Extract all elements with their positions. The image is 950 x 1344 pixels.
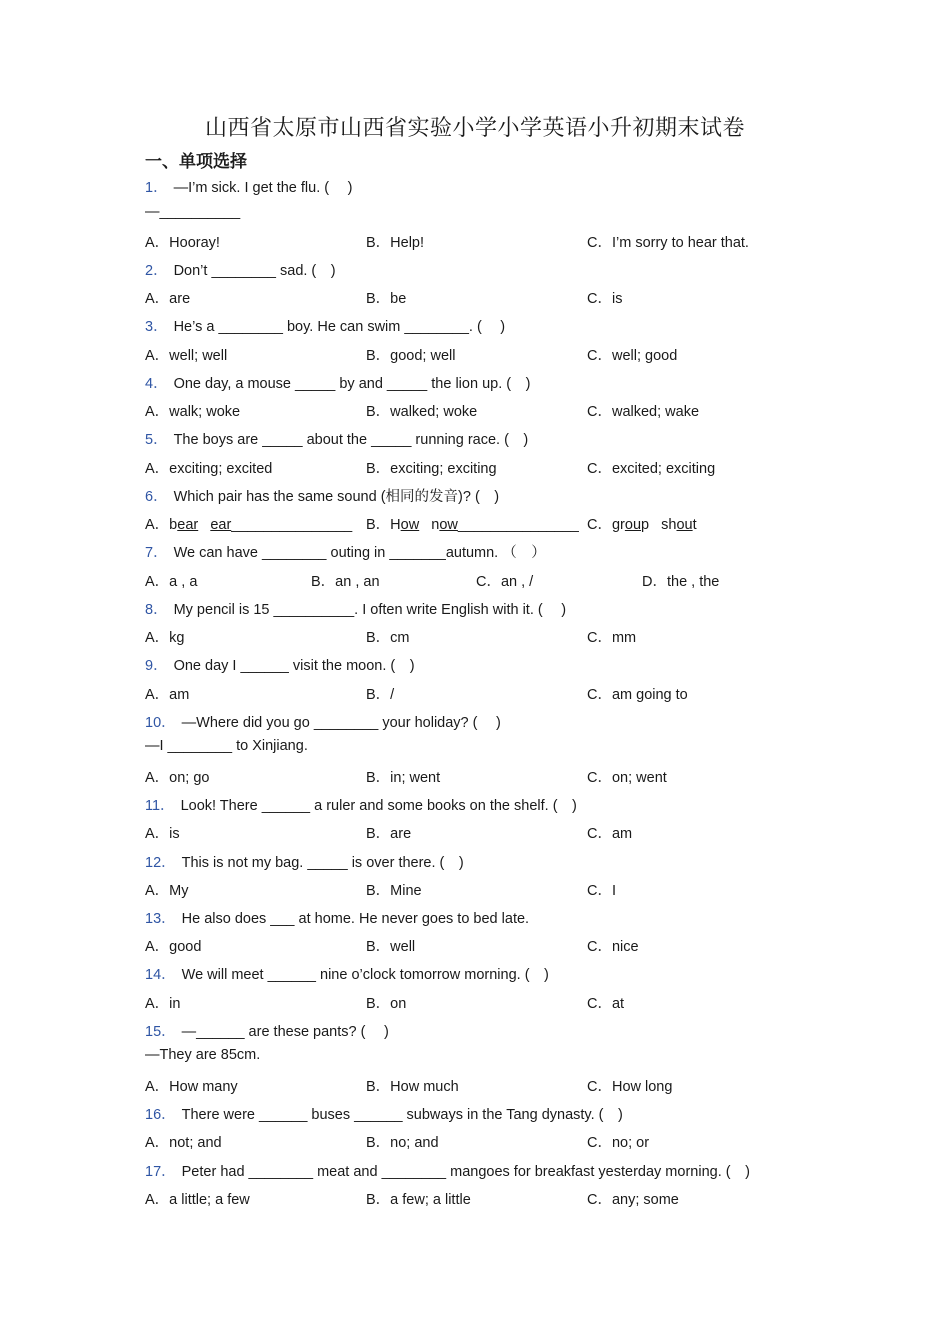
q8-option-c[interactable]: C．mm xyxy=(587,630,637,646)
q17-option-a[interactable]: A．a little; a few xyxy=(145,1192,250,1208)
q2-option-b[interactable]: B．be xyxy=(366,291,407,307)
q10-option-c[interactable]: C．on; went xyxy=(587,770,667,786)
question-16: 16． There were ______ buses ______ subways in the Tang dynasty. ( ) xyxy=(145,1107,623,1123)
q10-option-a[interactable]: A．on; go xyxy=(145,770,210,786)
question-5: 5． The boys are _____ about the _____ running race. ( ) xyxy=(145,432,529,448)
q13-option-c[interactable]: C．nice xyxy=(587,939,639,955)
q11-option-a[interactable]: A．is xyxy=(145,826,180,842)
q2-option-a[interactable]: A．are xyxy=(145,291,191,307)
q1-option-a[interactable]: A．Hooray! xyxy=(145,235,220,251)
q7-option-c[interactable]: C．an , / xyxy=(476,574,534,590)
q5-option-c[interactable]: C．excited; exciting xyxy=(587,461,716,477)
q2-option-c[interactable]: C．is xyxy=(587,291,623,307)
q14-option-c[interactable]: C．at xyxy=(587,996,625,1012)
q12-option-b[interactable]: B．Mine xyxy=(366,883,422,899)
q13-option-b[interactable]: B．well xyxy=(366,939,416,955)
q16-option-b[interactable]: B．no; and xyxy=(366,1135,439,1151)
q6-option-c[interactable]: C．group shout xyxy=(587,517,697,533)
q14-option-a[interactable]: A．in xyxy=(145,996,181,1012)
question-11: 11． Look! There ______ a ruler and some books on the shelf. ( ) xyxy=(145,798,577,814)
question-15-reply: —They are 85cm. xyxy=(145,1047,261,1063)
q5-option-b[interactable]: B．exciting; exciting xyxy=(366,461,497,477)
q1-option-c[interactable]: C．I’m sorry to hear that. xyxy=(587,235,749,251)
q12-option-c[interactable]: C．I xyxy=(587,883,616,899)
question-14: 14． We will meet ______ nine o’clock tomorrow morning. ( ) xyxy=(145,967,549,983)
q12-option-a[interactable]: A．My xyxy=(145,883,189,899)
q8-option-a[interactable]: A．kg xyxy=(145,630,185,646)
q3-option-c[interactable]: C．well; good xyxy=(587,348,678,364)
q7-option-a[interactable]: A．a , a xyxy=(145,574,198,590)
question-17: 17． Peter had ________ meat and ________ mangoes for breakfast yesterday morning. ( ) xyxy=(145,1164,750,1180)
q7-option-b[interactable]: B．an , an xyxy=(311,574,380,590)
q6-option-a[interactable]: A．bear ear_______________ xyxy=(145,517,353,533)
q17-option-b[interactable]: B．a few; a little xyxy=(366,1192,471,1208)
q11-option-c[interactable]: C．am xyxy=(587,826,633,842)
q3-option-a[interactable]: A．well; well xyxy=(145,348,228,364)
question-1-reply: —__________ xyxy=(145,204,241,220)
page-title: 山西省太原市山西省实验小学小学英语小升初期末试卷 xyxy=(204,116,745,141)
q15-option-c[interactable]: C．How long xyxy=(587,1079,673,1095)
q15-option-b[interactable]: B．How much xyxy=(366,1079,459,1095)
question-8: 8． My pencil is 15 __________. I often write English with it. ( ) xyxy=(145,602,567,618)
question-6: 6． Which pair has the same sound (相同的发音)? ( ) xyxy=(145,489,500,505)
question-12: 12． This is not my bag. _____ is over there. ( ) xyxy=(145,855,464,871)
q9-option-c[interactable]: C．am going to xyxy=(587,687,688,703)
q4-option-b[interactable]: B．walked; woke xyxy=(366,404,478,420)
q16-option-a[interactable]: A．not; and xyxy=(145,1135,222,1151)
q4-option-c[interactable]: C．walked; wake xyxy=(587,404,700,420)
q14-option-b[interactable]: B．on xyxy=(366,996,407,1012)
q6-option-b[interactable]: B．How now_______________ xyxy=(366,517,579,533)
q8-option-b[interactable]: B．cm xyxy=(366,630,410,646)
q5-option-a[interactable]: A．exciting; excited xyxy=(145,461,273,477)
q1-option-b[interactable]: B．Help! xyxy=(366,235,425,251)
section-heading: 一、单项选择 xyxy=(145,152,247,172)
q4-option-a[interactable]: A．walk; woke xyxy=(145,404,241,420)
question-15: 15． —______ are these pants? ( ) xyxy=(145,1024,389,1040)
q9-option-b[interactable]: B．/ xyxy=(366,687,395,703)
question-3: 3． He’s a ________ boy. He can swim ________. ( ) xyxy=(145,319,506,335)
q7-option-d[interactable]: D．the , the xyxy=(642,574,720,590)
q13-option-a[interactable]: A．good xyxy=(145,939,202,955)
question-4: 4． One day, a mouse _____ by and _____ the lion up. ( ) xyxy=(145,376,531,392)
q10-option-b[interactable]: B．in; went xyxy=(366,770,441,786)
question-1: 1． —I’m sick. I get the flu. ( ) xyxy=(145,180,353,196)
question-13: 13． He also does ___ at home. He never goes to bed late. xyxy=(145,911,530,927)
question-10-reply: —I ________ to Xinjiang. xyxy=(145,738,308,754)
q17-option-c[interactable]: C．any; some xyxy=(587,1192,679,1208)
q16-option-c[interactable]: C．no; or xyxy=(587,1135,650,1151)
q11-option-b[interactable]: B．are xyxy=(366,826,412,842)
q9-option-a[interactable]: A．am xyxy=(145,687,190,703)
question-10: 10． —Where did you go ________ your holiday? ( ) xyxy=(145,715,501,731)
q15-option-a[interactable]: A．How many xyxy=(145,1079,238,1095)
question-9: 9． One day I ______ visit the moon. ( ) xyxy=(145,658,415,674)
question-2: 2． Don’t ________ sad. ( ) xyxy=(145,263,336,279)
question-7: 7． We can have ________ outing in _______autumn. （ ） xyxy=(145,545,546,561)
q3-option-b[interactable]: B．good; well xyxy=(366,348,456,364)
